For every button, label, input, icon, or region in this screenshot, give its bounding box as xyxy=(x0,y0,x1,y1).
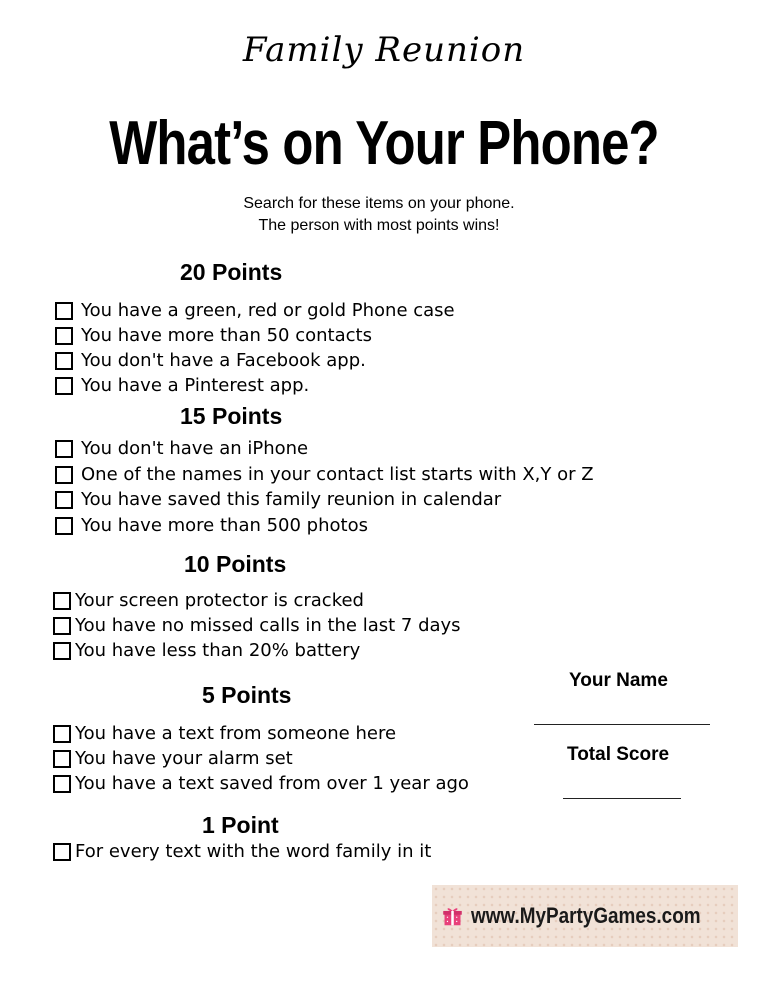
checkbox[interactable] xyxy=(55,302,73,320)
item-label: You have a text saved from over 1 year ago xyxy=(75,773,469,794)
item-label: You have more than 50 contacts xyxy=(81,325,372,346)
item-label: For every text with the word family in it xyxy=(75,841,432,862)
section-heading-15: 15 Points xyxy=(180,403,283,429)
checklist-item[interactable] xyxy=(55,300,455,321)
checklist-item[interactable] xyxy=(53,773,469,794)
total-score-label: Total Score xyxy=(567,744,670,765)
item-label: You have more than 500 photos xyxy=(81,515,368,536)
checkbox[interactable] xyxy=(55,517,73,535)
checklist-item[interactable] xyxy=(53,640,360,661)
your-name-label: Your Name xyxy=(569,670,668,691)
checkbox[interactable] xyxy=(55,377,73,395)
page-title: What’s on Your Phone? xyxy=(109,109,659,178)
subtitle-line-2: The person with most points wins! xyxy=(258,217,500,234)
footer-url[interactable]: www.MyPartyGames.com xyxy=(471,903,701,928)
section-heading-20: 20 Points xyxy=(180,259,283,285)
item-label: You have a text from someone here xyxy=(75,723,397,744)
footer-banner xyxy=(432,885,738,947)
checkbox[interactable] xyxy=(53,592,71,610)
section-heading-10: 10 Points xyxy=(184,551,287,577)
checkbox[interactable] xyxy=(55,466,73,484)
checkbox[interactable] xyxy=(53,642,71,660)
item-label: You have saved this family reunion in calendar xyxy=(81,489,502,510)
checklist-item[interactable] xyxy=(55,350,366,371)
subtitle xyxy=(0,193,758,237)
checklist-item[interactable] xyxy=(53,615,461,636)
gift-icon xyxy=(442,892,463,940)
item-label: You have a green, red or gold Phone case xyxy=(81,300,455,321)
checklist-item[interactable] xyxy=(53,841,431,862)
checkbox[interactable] xyxy=(53,775,71,793)
checkbox[interactable] xyxy=(55,440,73,458)
item-label: Your screen protector is cracked xyxy=(75,590,364,611)
item-label: You don't have an iPhone xyxy=(81,438,309,459)
item-label: You have no missed calls in the last 7 days xyxy=(75,615,461,636)
item-label: One of the names in your contact list starts with X,Y or Z xyxy=(81,464,594,485)
checkbox[interactable] xyxy=(55,491,73,509)
checklist-item[interactable] xyxy=(53,590,364,611)
item-label: You have your alarm set xyxy=(75,748,293,769)
checklist-item[interactable] xyxy=(55,489,501,510)
checklist-item[interactable] xyxy=(55,464,594,485)
checklist-item[interactable] xyxy=(55,515,368,536)
item-label: You have a Pinterest app. xyxy=(81,375,310,396)
section-heading-1: 1 Point xyxy=(202,812,279,838)
section-heading-5: 5 Points xyxy=(202,682,292,708)
item-label: You don't have a Facebook app. xyxy=(81,350,366,371)
checkbox[interactable] xyxy=(55,327,73,345)
checklist-item[interactable] xyxy=(53,723,396,744)
script-title: Family Reunion xyxy=(242,30,526,70)
checklist-item[interactable] xyxy=(55,438,308,459)
checklist-item[interactable] xyxy=(55,375,309,396)
checkbox[interactable] xyxy=(55,352,73,370)
checklist-item[interactable] xyxy=(53,748,293,769)
score-line[interactable] xyxy=(563,798,681,799)
name-line[interactable] xyxy=(534,724,710,725)
item-label: You have less than 20% battery xyxy=(75,640,361,661)
subtitle-line-1: Search for these items on your phone. xyxy=(243,195,515,212)
checkbox[interactable] xyxy=(53,725,71,743)
checkbox[interactable] xyxy=(53,617,71,635)
checklist-item[interactable] xyxy=(55,325,372,346)
checkbox[interactable] xyxy=(53,750,71,768)
checkbox[interactable] xyxy=(53,843,71,861)
